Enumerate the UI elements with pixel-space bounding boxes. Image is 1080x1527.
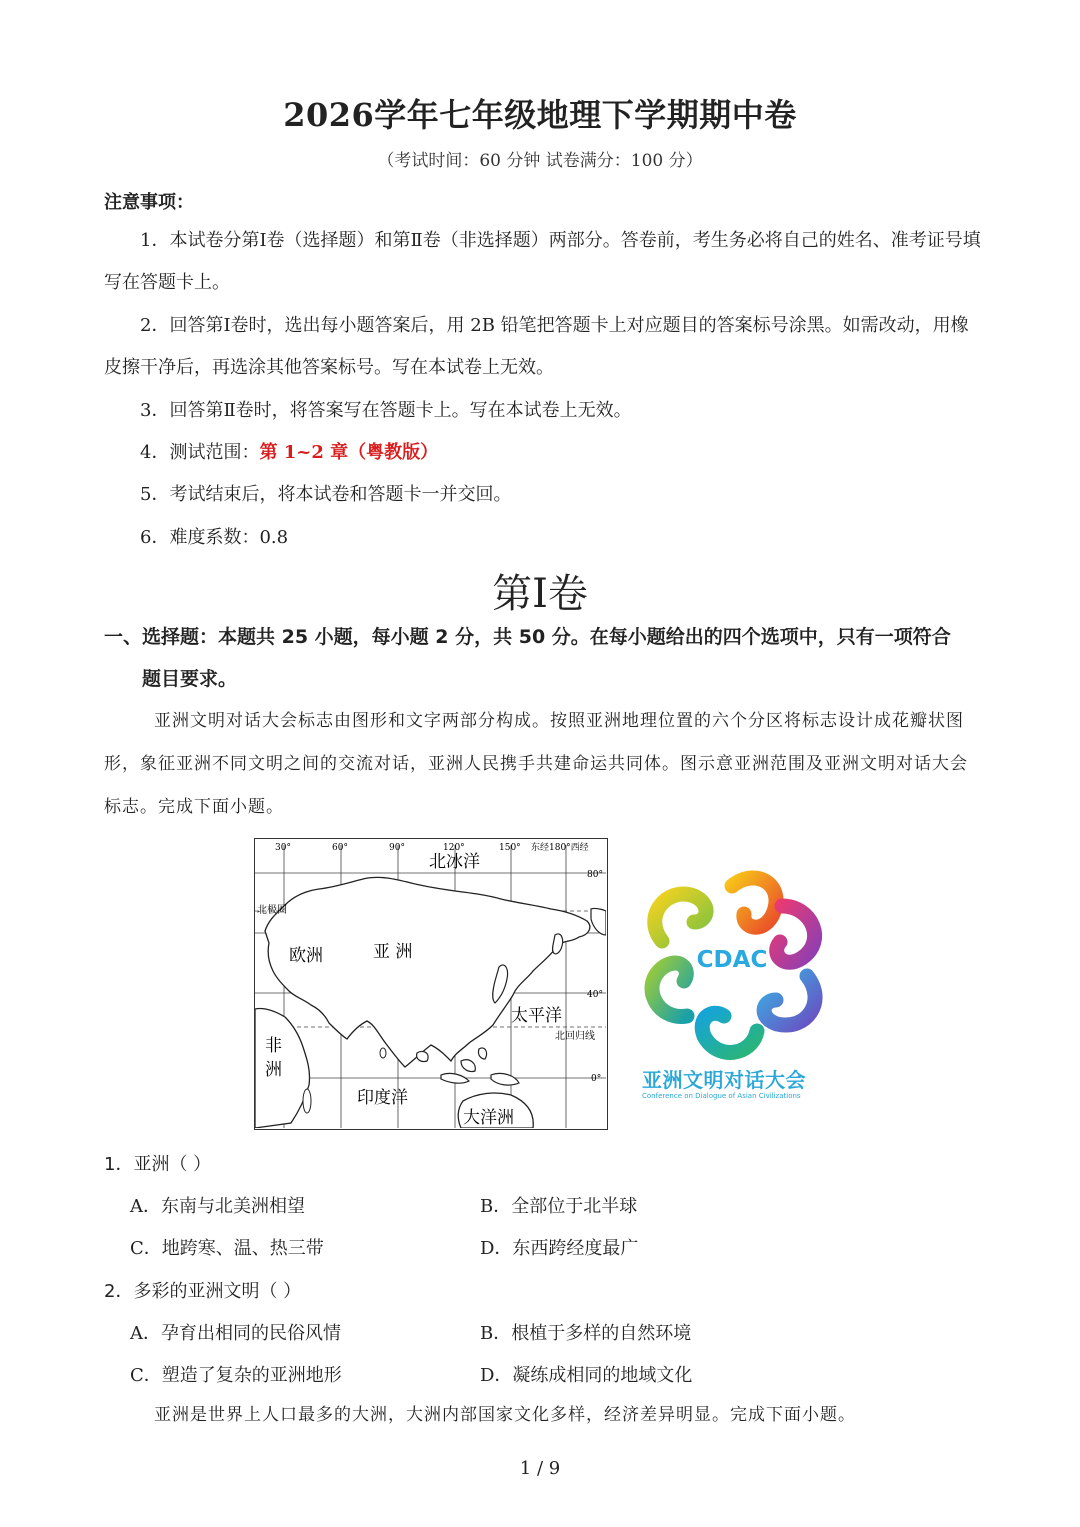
lon-label: 150° xyxy=(499,843,521,853)
q1-option-d[interactable]: D．东西跨经度最广 xyxy=(480,1238,639,1259)
notice-item-1: 1．本试卷分第Ⅰ卷（选择题）和第Ⅱ卷（非选择题）两部分。答卷前，考生务必将自己的姓名、准考证号填写在答题卡上。 xyxy=(104,230,981,293)
oceania-label: 大洋洲 xyxy=(463,1108,514,1128)
lon-label: 120° xyxy=(443,843,465,853)
madagascar xyxy=(303,1089,311,1113)
exam-info: （考试时间：60 分钟 试卷满分：100 分） xyxy=(377,151,703,171)
section-heading-line1: 一、选择题：本题共 25 小题，每小题 2 分，共 50 分。在每小题给出的四个选项中，只有一项符合 xyxy=(104,626,951,648)
page-number: 1 / 9 xyxy=(519,1458,561,1479)
cdac-logo xyxy=(632,866,832,1106)
question-1-stem: 1．亚洲（ ） xyxy=(104,1154,212,1175)
asia-label: 亚 洲 xyxy=(373,942,413,962)
indian-ocean-label: 印度洋 xyxy=(357,1088,408,1108)
page-title: 2026学年七年级地理下学期期中卷 xyxy=(283,96,797,134)
lat-label: 0° xyxy=(591,1074,602,1084)
test-range: 第 1~2 章（粤教版） xyxy=(259,442,439,463)
section-heading xyxy=(104,616,984,700)
lon-label: 90° xyxy=(389,843,405,853)
q2-option-d[interactable]: D．凝练成相同的地域文化 xyxy=(480,1365,693,1386)
se-asia-islands xyxy=(417,1048,519,1085)
question-stem-2: 亚洲是世界上人口最多的大洲，大洲内部国家文化多样，经济差异明显。完成下面小题。 xyxy=(154,1405,856,1425)
africa-label-1: 非 xyxy=(265,1036,282,1056)
arctic-circle-label: 北极圈 xyxy=(257,905,287,916)
q1-option-c[interactable]: C．地跨寒、温、热三带 xyxy=(130,1238,324,1259)
europe-label: 欧洲 xyxy=(289,946,323,966)
notice-item-2: 2．回答第Ⅰ卷时，选出每小题答案后，用 2B 铅笔把答题卡上对应题目的答案标号涂黑。如需改动，用橡皮擦干净后，再选涂其他答案标号。写在本试卷上无效。 xyxy=(104,315,969,378)
notice-item-5: 5．考试结束后，将本试卷和答题卡一并交回。 xyxy=(140,484,512,505)
lon-label: 60° xyxy=(332,843,348,853)
arctic-ocean-label: 北冰洋 xyxy=(429,852,480,872)
eurasia-coastline xyxy=(265,877,590,1067)
logo-cn-name: 亚洲文明对话大会 xyxy=(642,1068,806,1092)
africa-coastline xyxy=(255,1008,310,1128)
notice-item-4-label: 4．测试范围： xyxy=(140,442,260,463)
pacific-label: 太平洋 xyxy=(511,1006,562,1026)
map-svg xyxy=(255,839,606,1128)
q2-option-b[interactable]: B．根植于多样的自然环境 xyxy=(480,1323,692,1344)
notice-heading: 注意事项： xyxy=(104,192,194,213)
logo-en-name: Conference on Dialogue of Asian Civilizations xyxy=(642,1092,801,1100)
logo-center-text: CDAC xyxy=(696,947,768,973)
asia-map xyxy=(254,838,608,1130)
alaska-coastline xyxy=(591,908,606,935)
lat-label: 40° xyxy=(587,990,603,1000)
kamchatka xyxy=(553,934,563,954)
logo-flower-icon xyxy=(632,866,832,1061)
notice-item-3: 3．回答第Ⅱ卷时，将答案写在答题卡上。写在本试卷上无效。 xyxy=(140,400,632,421)
lat-label: 80° xyxy=(587,870,603,880)
q1-option-a[interactable]: A．东南与北美洲相望 xyxy=(130,1196,305,1217)
question-stem-1 xyxy=(104,700,984,829)
tropic-label: 北回归线 xyxy=(555,1031,595,1042)
notice-item-4 xyxy=(104,432,984,474)
africa-label-2: 洲 xyxy=(265,1060,282,1080)
lon-label: 30° xyxy=(275,843,291,853)
q2-option-a[interactable]: A．孕育出相同的民俗风情 xyxy=(130,1323,341,1344)
q1-option-b[interactable]: B．全部位于北半球 xyxy=(480,1196,638,1217)
notice-item-6: 6．难度系数：0.8 xyxy=(140,527,289,548)
q2-option-c[interactable]: C．塑造了复杂的亚洲地形 xyxy=(130,1365,342,1386)
lon-label: 东经180°西经 xyxy=(531,843,589,853)
volume-heading: 第Ⅰ卷 xyxy=(492,571,588,617)
section-heading-line2: 题目要求。 xyxy=(142,668,238,690)
question-2-stem: 2．多彩的亚洲文明（ ） xyxy=(104,1281,302,1302)
sri-lanka xyxy=(380,1048,386,1058)
stem-text: 亚洲文明对话大会标志由图形和文字两部分构成。按照亚洲地理位置的六个分区将标志设计成花瓣状图形，象征亚洲不同文明之间的交流对话，亚洲人民携手共建命运共同体。图示意亚洲范围及亚洲文明对话大会标志。完成下面小题。 xyxy=(104,711,968,817)
